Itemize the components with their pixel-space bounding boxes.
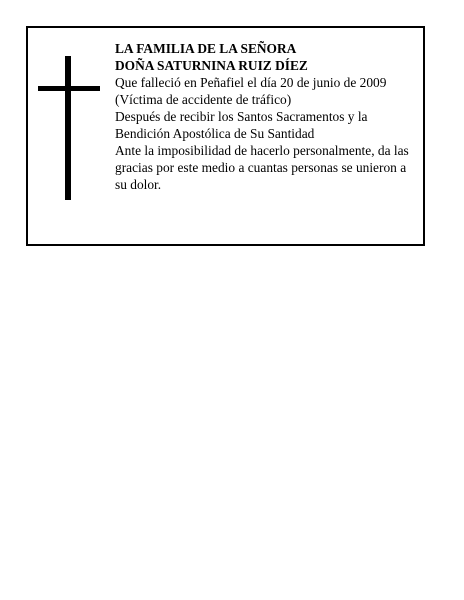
cross-horizontal-bar xyxy=(38,86,100,91)
thanks-text: Ante la imposibilidad de hacerlo personalmente, da las gracias por este medio a cuantas personas se unieron a su dolor. xyxy=(115,143,409,192)
heading-family: LA FAMILIA DE LA SEÑORA xyxy=(115,41,297,56)
death-cause: (Víctima de accidente de tráfico) xyxy=(115,92,292,107)
death-announcement: Que falleció en Peñafiel el día 20 de junio de 2009 xyxy=(115,75,387,90)
cross-vertical-bar xyxy=(65,56,71,200)
notice-text xyxy=(115,40,421,193)
obituary-notice xyxy=(26,26,425,246)
sacraments-text: Después de recibir los Santos Sacramentos y la Bendición Apostólica de Su Santidad xyxy=(115,109,368,141)
cross-icon xyxy=(38,56,100,200)
heading-deceased-name: DOÑA SATURNINA RUIZ DÍEZ xyxy=(115,58,308,73)
